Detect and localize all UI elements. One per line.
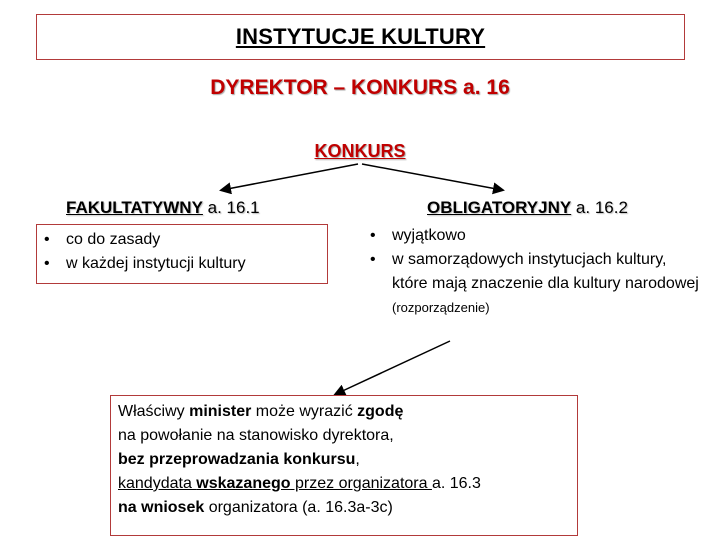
- diagram-title: INSTYTUCJE KULTURY: [235, 24, 486, 49]
- note-text: kandydata: [118, 475, 197, 492]
- obligatoryjny-heading: [427, 198, 628, 218]
- obligatoryjny-list: [366, 224, 700, 320]
- fakultatywny-heading: [66, 198, 260, 218]
- note-bold: na wniosek: [118, 499, 205, 516]
- arrow-to-obligatoryjny: [362, 164, 502, 190]
- note-line-2: na powołanie na stanowisko dyrektora,: [118, 427, 394, 444]
- note-ref: a. 16.3: [431, 475, 481, 492]
- note-underlined: [118, 475, 432, 492]
- note-line-1: [118, 400, 578, 424]
- root-node-konkurs: KONKURS: [314, 141, 406, 161]
- fakultatywny-ref: a. 16.1: [202, 198, 260, 217]
- note-line-4: [118, 472, 578, 496]
- subtitle: DYREKTOR – KONKURS a. 16: [210, 76, 510, 99]
- obligatoryjny-ref: a. 16.2: [571, 198, 628, 217]
- note-bold: zgodę: [357, 403, 404, 420]
- note-text: organizatora (a. 16.3a-3c): [204, 499, 393, 516]
- list-item-text: w samorządowych instytucjach kultury, które mają znaczenie dla kultury narodowej: [392, 251, 699, 292]
- list-item: • w każdej instytucji kultury: [40, 252, 330, 276]
- fakultatywny-label: FAKULTATYWNY: [66, 198, 203, 217]
- note-text: Właściwy: [118, 403, 190, 420]
- list-item-note: (rozporządzenie): [392, 300, 490, 315]
- obligatoryjny-label: OBLIGATORYJNY: [427, 198, 572, 217]
- note-bold: minister: [189, 403, 252, 420]
- note-line-5: [118, 496, 578, 520]
- note-text: przez organizatora: [290, 475, 432, 492]
- note-text: może wyrazić: [251, 403, 358, 420]
- arrow-to-fakultatywny: [222, 164, 358, 190]
- list-item: • wyjątkowo: [366, 224, 700, 248]
- note-bold: wskazanego: [196, 475, 291, 492]
- note-text: ,: [355, 451, 360, 468]
- arrow-to-note: [336, 341, 450, 394]
- note-line-3: [118, 448, 578, 472]
- list-item: [366, 248, 700, 320]
- list-item: • co do zasady: [40, 228, 330, 252]
- fakultatywny-list: [40, 228, 330, 276]
- note-bold: bez przeprowadzania konkursu: [118, 451, 356, 468]
- minister-note: [118, 400, 578, 520]
